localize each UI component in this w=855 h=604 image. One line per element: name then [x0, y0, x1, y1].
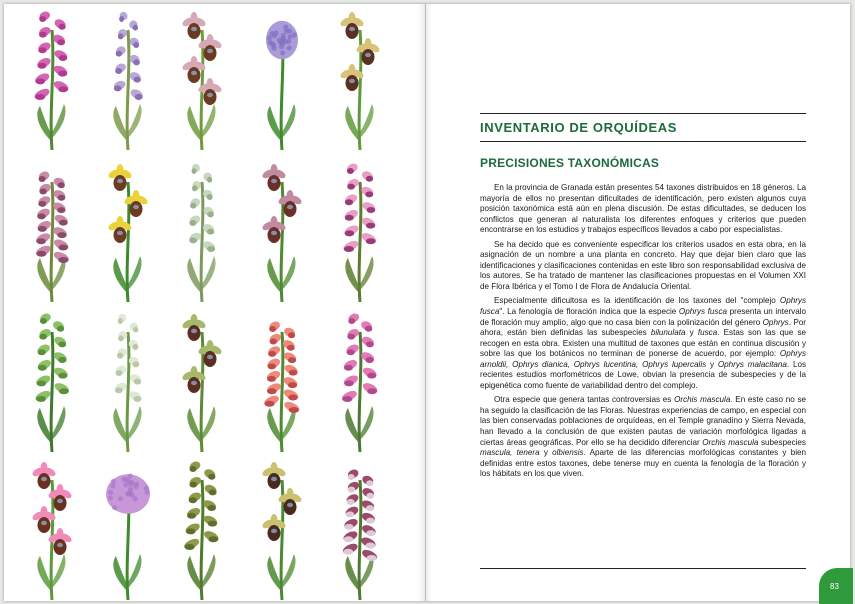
orchid-photo	[252, 460, 312, 600]
orchid-photo	[252, 312, 312, 452]
orchid-photo	[172, 10, 232, 150]
orchid-illustration	[98, 10, 158, 150]
orchid-photo	[252, 162, 312, 302]
text-run: Especialmente dificultosa es la identificación de los taxones del "complejo	[494, 296, 780, 306]
section-subheading: PRECISIONES TAXONÓMICAS	[480, 156, 660, 170]
text-run: . Los recientes estudios morfométricos de Lowe, obvian la presencia de subespecies y de la epigenética como fuente de variabilidad dentro del complejo.	[480, 359, 806, 390]
orchid-photo	[98, 312, 158, 452]
text-run: subespecies	[758, 437, 806, 447]
orchid-illustration	[22, 162, 82, 302]
orchid-photo	[330, 312, 390, 452]
orchid-photo	[172, 162, 232, 302]
paragraph	[480, 183, 806, 236]
italic-text: Ophrys	[762, 317, 789, 327]
italic-text: bilunulata	[650, 328, 686, 338]
text-run: Se ha decido que es conveniente especificar los criterios usados en esta obra, en la asignación de un nombre a una planta en concreto. Hay que dejar bien claro que las identificaciones y clasificaciones contenidas en este libro son responsabilidad exclusiva de los autores. Se ha tratado de mantener las clasificaciones propuestas en el Volumen XXI de Flora Ibérica y el Tomo I de Flora de Andalucía Oriental.	[480, 239, 806, 291]
text-run: y	[539, 448, 553, 458]
orchid-photo	[172, 312, 232, 452]
orchid-photo	[98, 162, 158, 302]
orchid-illustration	[98, 162, 158, 302]
orchid-illustration	[172, 312, 232, 452]
paragraph	[480, 296, 806, 391]
text-run: Otra especie que genera tantas controversias es	[494, 395, 675, 405]
orchid-illustration	[252, 10, 312, 150]
orchid-photo	[98, 10, 158, 150]
orchid-illustration	[330, 162, 390, 302]
italic-text: Ophrys fusca	[480, 296, 806, 317]
orchid-photo	[98, 460, 158, 600]
text-run: . Estas son las que se recogen en esta obra. Existen una multitud de taxones que están en continua discusión y sobre las que los botánicos no terminan de ponerse de acuerdo, por ejemplo:	[480, 328, 806, 359]
orchid-illustration	[172, 162, 232, 302]
orchid-illustration	[172, 460, 232, 600]
orchid-photo	[172, 460, 232, 600]
paragraph	[480, 395, 806, 479]
orchid-photo	[22, 10, 82, 150]
text-run: y	[706, 359, 718, 369]
text-run: . Por ahora, están bien definidas las subespecies	[480, 317, 806, 338]
orchid-illustration	[330, 460, 390, 600]
page-gutter	[425, 4, 426, 601]
text-run: . En este caso no se ha seguido la clasificación de las Floras. Nuestras experiencias de campo, en especial con las bien conservadas poblaciones de orquídeas, en el Temple granadino y Sierra Nevada, han llevado a la conclusión de que existen pautas de variación morfológica ligadas a ciertas áreas geográficas. Por ello se ha decidido diferenciar	[480, 395, 806, 447]
orchid-photo	[330, 460, 390, 600]
text-run: En la provincia de Granada están presentes 54 taxones distribuidos en 18 géneros. La mayoría de ellos no presentan dificultades de identificación, pero existen algunos cuya posición taxonómica está aún en plena discusión. De estas dificultades, se deducen los conflictos que generan al naturalista los diferentes enfoques y criterios que pueden encontrarse en los estudios y trabajos específicos llevados a cabo por especialistas.	[480, 183, 806, 235]
orchid-illustration	[330, 10, 390, 150]
orchid-illustration	[98, 312, 158, 452]
paragraph	[480, 240, 806, 293]
orchid-illustration	[22, 312, 82, 452]
body-text	[480, 183, 806, 484]
top-rule	[480, 113, 806, 114]
page-heading: INVENTARIO DE ORQUÍDEAS	[480, 120, 678, 135]
bottom-rule	[480, 568, 806, 569]
text-run: y	[685, 328, 698, 338]
orchid-photo	[330, 162, 390, 302]
italic-text: Ophrys malacitana	[717, 359, 787, 369]
orchid-photo	[330, 10, 390, 150]
orchid-photo	[252, 10, 312, 150]
text-run: ". La fenología de floración indica que la especie	[499, 307, 679, 317]
orchid-illustration	[22, 460, 82, 600]
heading-rule	[480, 141, 806, 142]
orchid-photo	[22, 162, 82, 302]
orchid-illustration	[252, 162, 312, 302]
italic-text: mascula, tenera	[480, 448, 540, 458]
text-run: presenta un intervalo de floración muy amplio, algo que no casa bien con la polinización del género	[480, 307, 806, 327]
italic-text: olbiensis	[552, 448, 584, 458]
orchid-illustration	[252, 312, 312, 452]
orchid-photo	[22, 460, 82, 600]
italic-text: Orchis mascula	[702, 437, 759, 447]
italic-text: fusca	[697, 328, 718, 338]
orchid-photo	[22, 312, 82, 452]
page-number: 83	[830, 582, 839, 591]
italic-text: Ophrys fusca	[678, 307, 727, 317]
orchid-illustration	[22, 10, 82, 150]
orchid-illustration	[98, 460, 158, 600]
italic-text: Ophrys arnoldii, Ophrys dianica, Ophrys lucentina, Ophrys lupercalis	[480, 349, 806, 369]
orchid-illustration	[330, 312, 390, 452]
orchid-illustration	[172, 10, 232, 150]
italic-text: Orchis mascula	[674, 395, 731, 405]
text-run: . Aparte de las diferencias morfológicas constantes y bien definidas entre estos taxones, debe tenerse muy en cuenta la fenología de la floración y los hábitats en los que viven.	[480, 448, 807, 479]
orchid-illustration	[252, 460, 312, 600]
